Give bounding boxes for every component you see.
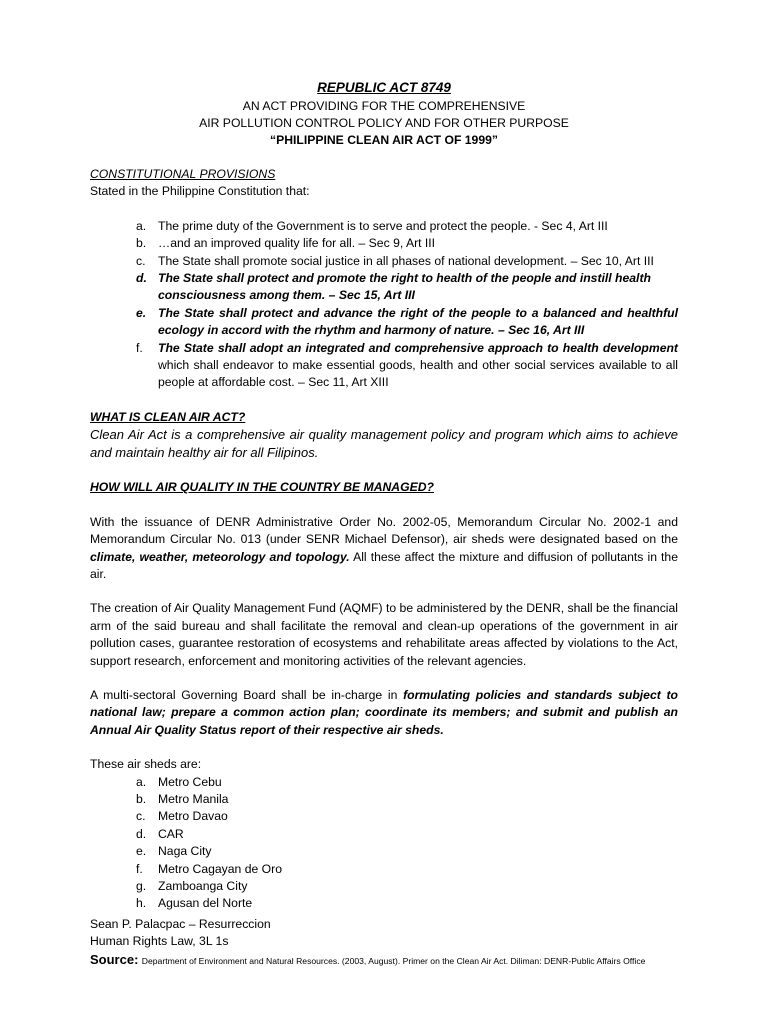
- act-short-title: “PHILIPPINE CLEAN AIR ACT OF 1999”: [270, 133, 498, 147]
- document-page: [90, 78, 678, 970]
- list-item-text: CAR: [158, 826, 184, 841]
- list-marker: c.: [136, 809, 146, 824]
- list-marker: h.: [136, 896, 147, 911]
- author-line: Sean P. Palacpac – Resurreccion: [90, 916, 271, 931]
- list-item: [90, 878, 678, 895]
- source-citation: [90, 951, 678, 970]
- list-item: [90, 843, 678, 860]
- list-item-text: Metro Cebu: [158, 774, 222, 789]
- paragraph-airsheds: [90, 514, 678, 584]
- act-description-line-1: AN ACT PROVIDING FOR THE COMPREHENSIVE: [242, 99, 526, 113]
- list-marker: c.: [136, 253, 146, 268]
- list-item-text: The State shall protect and promote the right to health of the people and instill health consciousness among them. – Sec 15, Art III: [158, 271, 651, 303]
- list-item-text: The State shall promote social justice in all phases of national development. – Sec 10, Art III: [158, 253, 654, 268]
- list-item: [90, 791, 678, 808]
- list-item: [90, 808, 678, 825]
- paragraph-governing-board: [90, 687, 678, 739]
- what-body: Clean Air Act is a comprehensive air quality management policy and program which aims to achieve and maintain healthy air for all Filipinos.: [90, 427, 678, 461]
- list-item-text: …and an improved quality life for all. – Sec 9, Art III: [158, 236, 436, 251]
- list-item: [90, 253, 678, 270]
- list-marker: g.: [136, 879, 147, 893]
- list-item: [90, 895, 678, 912]
- source-text: Department of Environment and Natural Resources. (2003, August). Primer on the Clean Air Act. Diliman: DENR-Public Affairs Office: [141, 955, 646, 966]
- list-marker: a.: [136, 774, 147, 789]
- list-item-text: The prime duty of the Government is to serve and protect the people. - Sec 4, Art III: [158, 218, 608, 233]
- list-marker: f.: [136, 340, 143, 355]
- list-item-text-emphasis: The State shall adopt an integrated and comprehensive approach to health development: [158, 340, 678, 355]
- what-heading: WHAT IS CLEAN AIR ACT?: [90, 409, 246, 424]
- course-line: Human Rights Law, 3L 1s: [90, 934, 229, 949]
- list-item-text: Metro Davao: [158, 809, 228, 824]
- list-item: [90, 218, 678, 235]
- list-marker: e.: [136, 844, 147, 859]
- list-item: [90, 270, 678, 305]
- list-item: [90, 340, 678, 392]
- how-heading: HOW WILL AIR QUALITY IN THE COUNTRY BE MANAGED?: [90, 480, 434, 495]
- list-marker: f.: [136, 861, 143, 876]
- list-item-text: The State shall protect and advance the right of the people to a balanced and healthful ecology in accord with the rhythm and harmony of nature. – Sec 16, Art III: [158, 305, 678, 338]
- list-item-text: Metro Cagayan de Oro: [158, 861, 282, 876]
- list-item-text: Naga City: [158, 844, 212, 859]
- constitutional-intro: Stated in the Philippine Constitution that:: [90, 184, 310, 199]
- act-description-line-2: AIR POLLUTION CONTROL POLICY AND FOR OTHER PURPOSE: [199, 116, 569, 130]
- list-marker: b.: [136, 236, 147, 251]
- constitutional-list: [90, 218, 678, 392]
- list-marker: b.: [136, 791, 147, 806]
- paragraph-text: A multi-sectoral Governing Board shall be in-charge in: [90, 687, 404, 702]
- paragraph-emphasis: formulating policies and standards subject to national law; prepare a common action plan; coordinate its members; and submit and publish an Annual Air Quality Status report of their respective air sheds.: [90, 687, 678, 737]
- list-item-text: Zamboanga City: [158, 879, 248, 893]
- list-marker: e.: [136, 305, 147, 320]
- document-title: REPUBLIC ACT 8749: [317, 80, 451, 95]
- paragraph-emphasis: climate, weather, meteorology and topology.: [90, 549, 350, 564]
- list-item: [90, 305, 678, 340]
- list-item-text: which shall endeavor to make essential goods, health and other social services available to all people at affordable cost. – Sec 11, Art XIII: [158, 358, 678, 390]
- list-marker: d.: [136, 826, 147, 841]
- paragraph-text: All these affect the mixture and diffusion of pollutants in the air.: [90, 549, 678, 581]
- list-marker: a.: [136, 218, 147, 233]
- paragraph-aqmf: The creation of Air Quality Management Fund (AQMF) to be administered by the DENR, shall be the financial arm of the said bureau and shall facilitate the removal and clean-up operations of the government in air pollution cases, guarantee restoration of ecosystems and rehabilitate areas affected by violations to the Act, support research, enforcement and monitoring activities of the relevant agencies.: [90, 601, 678, 668]
- list-item: [90, 826, 678, 843]
- list-item: [90, 235, 678, 252]
- air-sheds-list: [90, 774, 678, 913]
- constitutional-heading: CONSTITUTIONAL PROVISIONS: [90, 167, 276, 181]
- source-label: Source:: [90, 951, 139, 967]
- paragraph-text: With the issuance of DENR Administrative Order No. 2002-05, Memorandum Circular No. 2002-1 and Memorandum Circular No. 013 (under SENR Michael Defensor), air sheds were designated based on the: [90, 514, 678, 547]
- list-marker: d.: [136, 271, 147, 286]
- list-item-text: Metro Manila: [158, 791, 229, 806]
- list-item: [90, 774, 678, 791]
- list-item-text: Agusan del Norte: [158, 896, 253, 911]
- list-item: [90, 861, 678, 878]
- air-sheds-intro: These air sheds are:: [90, 757, 202, 772]
